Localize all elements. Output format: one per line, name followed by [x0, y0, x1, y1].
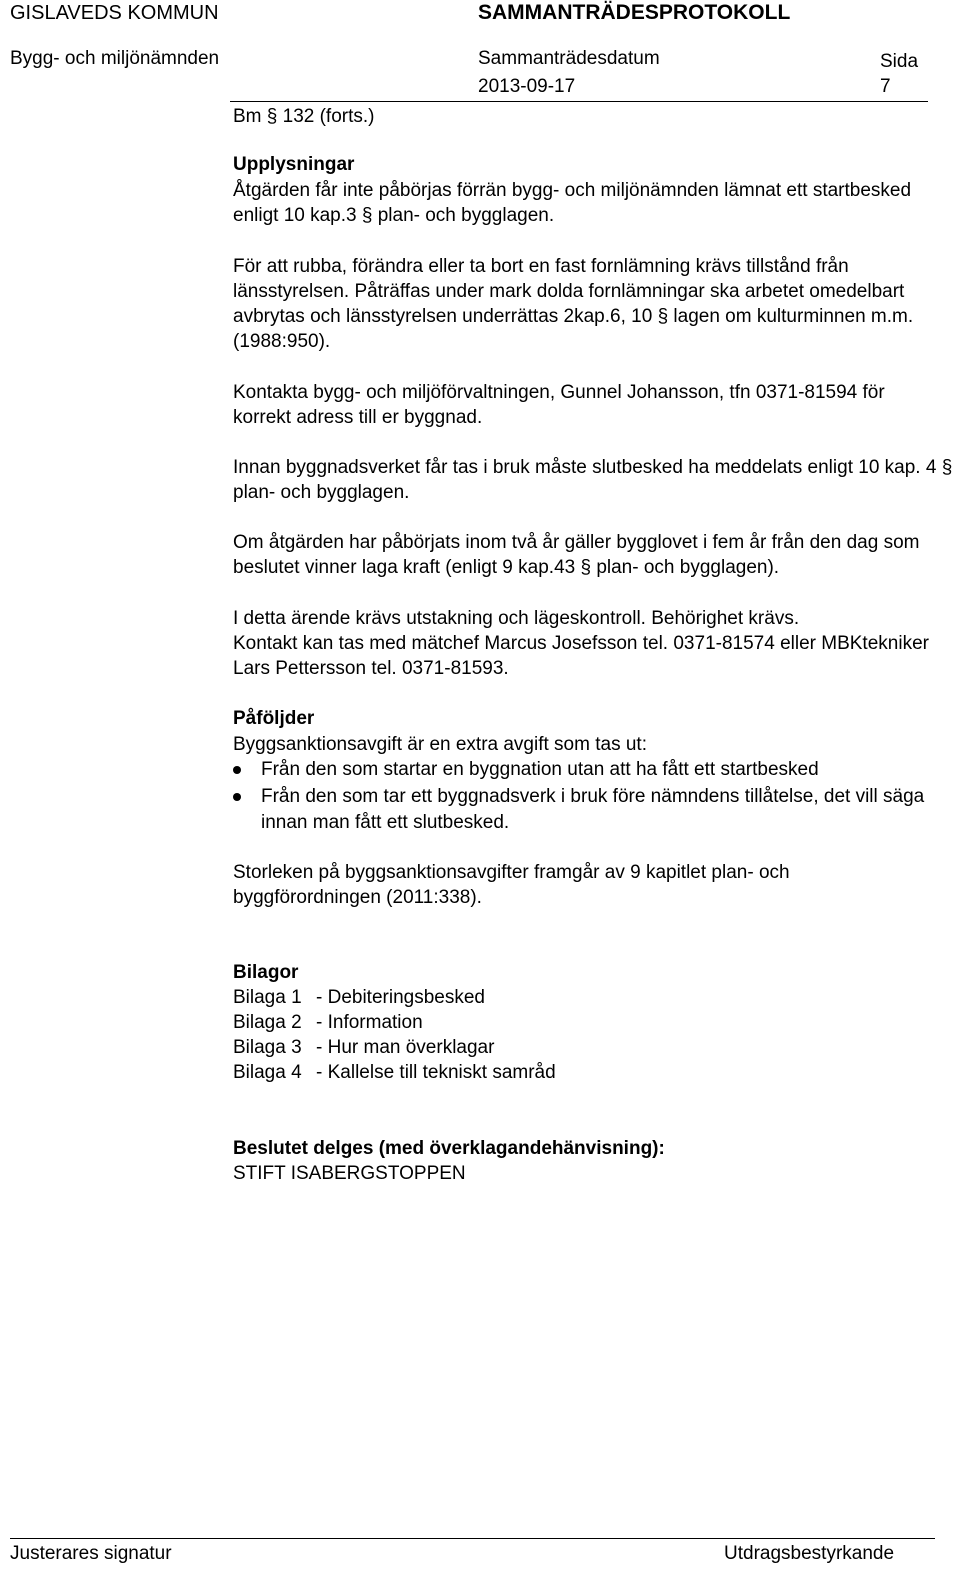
upplysningar-paragraph-1: Åtgärden får inte påbörjas förrän bygg- och miljönämnden lämnat ett startbesked enligt 10 kap.3 § plan- och bygglagen.	[233, 180, 912, 226]
bilaga-label: Bilaga 2	[233, 1012, 302, 1033]
upplysningar-paragraph-4: Innan byggnadsverket får tas i bruk måste slutbesked ha meddelats enligt 10 kap. 4 § plan- och bygglagen.	[233, 457, 953, 503]
bullet-text: Från den som startar en byggnation utan att ha fått ett startbesked	[261, 759, 819, 780]
upplysningar-paragraph-5: Om åtgärden har påbörjats inom två år gäller bygglovet i fem år från den dag som beslutet vinner laga kraft (enligt 9 kap.43 § plan- och bygglagen).	[233, 532, 920, 578]
delges-recipient: STIFT ISABERGSTOPPEN	[233, 1163, 466, 1184]
paforjder-heading: Påföljder	[233, 708, 315, 729]
bullet-icon	[233, 766, 241, 774]
document-type: SAMMANTRÄDESPROTOKOLL	[478, 1, 791, 24]
bilaga-row	[233, 1010, 423, 1035]
section-reference: Bm § 132 (forts.)	[233, 106, 375, 127]
upplysningar-paragraph-7: Kontakt kan tas med mätchef Marcus Josefsson tel. 0371-81574 eller MBKtekniker Lars Pettersson tel. 0371-81593.	[233, 633, 929, 679]
delges-heading: Beslutet delges (med överklagandehänvisning):	[233, 1138, 665, 1159]
bilaga-label: Bilaga 1	[233, 987, 302, 1008]
bilaga-description: - Hur man överklagar	[316, 1037, 495, 1058]
meeting-date: 2013-09-17	[478, 76, 576, 97]
bilaga-label: Bilaga 3	[233, 1037, 302, 1058]
upplysningar-paragraph-6: I detta ärende krävs utstakning och lägeskontroll. Behörighet krävs.	[233, 608, 800, 629]
paforjder-bullet-1	[233, 757, 953, 783]
upplysningar-paragraph-2: För att rubba, förändra eller ta bort en fast fornlämning krävs tillstånd från länsstyrelsen. Påträffas under mark dolda fornlämningar ska arbetet omedelbart avbrytas och länsstyrelsen underrättas 2kap.6, 10 § lagen om kulturminnen m.m. (1988:950).	[233, 256, 914, 352]
page-label: Sida	[880, 51, 919, 72]
paforjder-intro: Byggsanktionsavgift är en extra avgift som tas ut:	[233, 734, 647, 755]
footer-signature-label: Justerares signatur	[10, 1543, 172, 1564]
bullet-text: Från den som tar ett byggnadsverk i bruk före nämndens tillåtelse, det vill säga innan man fått ett slutbesked.	[261, 786, 925, 833]
bilaga-description: - Information	[316, 1012, 423, 1033]
footer-certification-label: Utdragsbestyrkande	[724, 1543, 895, 1564]
bilaga-description: - Debiteringsbesked	[316, 987, 485, 1008]
bilaga-label: Bilaga 4	[233, 1062, 302, 1083]
paforjder-closing: Storleken på byggsanktionsavgifter framgår av 9 kapitlet plan- och byggförordningen (2011:338).	[233, 862, 790, 908]
bullet-icon	[233, 793, 241, 801]
date-label: Sammanträdesdatum	[478, 48, 660, 69]
bilaga-row	[233, 985, 485, 1010]
footer-divider-left	[10, 1538, 935, 1539]
page-number: 7	[880, 76, 891, 97]
upplysningar-paragraph-3: Kontakta bygg- och miljöförvaltningen, Gunnel Johansson, tfn 0371-81594 för korrekt adress till er byggnad.	[233, 382, 885, 428]
bilaga-row	[233, 1060, 556, 1085]
bilagor-heading: Bilagor	[233, 962, 299, 983]
upplysningar-heading: Upplysningar	[233, 154, 355, 175]
organization-name: GISLAVEDS KOMMUN	[10, 2, 219, 24]
header-divider	[230, 101, 928, 102]
bilaga-description: - Kallelse till tekniskt samråd	[316, 1062, 556, 1083]
committee-name: Bygg- och miljönämnden	[10, 48, 220, 69]
bilaga-row	[233, 1035, 494, 1060]
paforjder-bullet-2	[233, 784, 953, 836]
